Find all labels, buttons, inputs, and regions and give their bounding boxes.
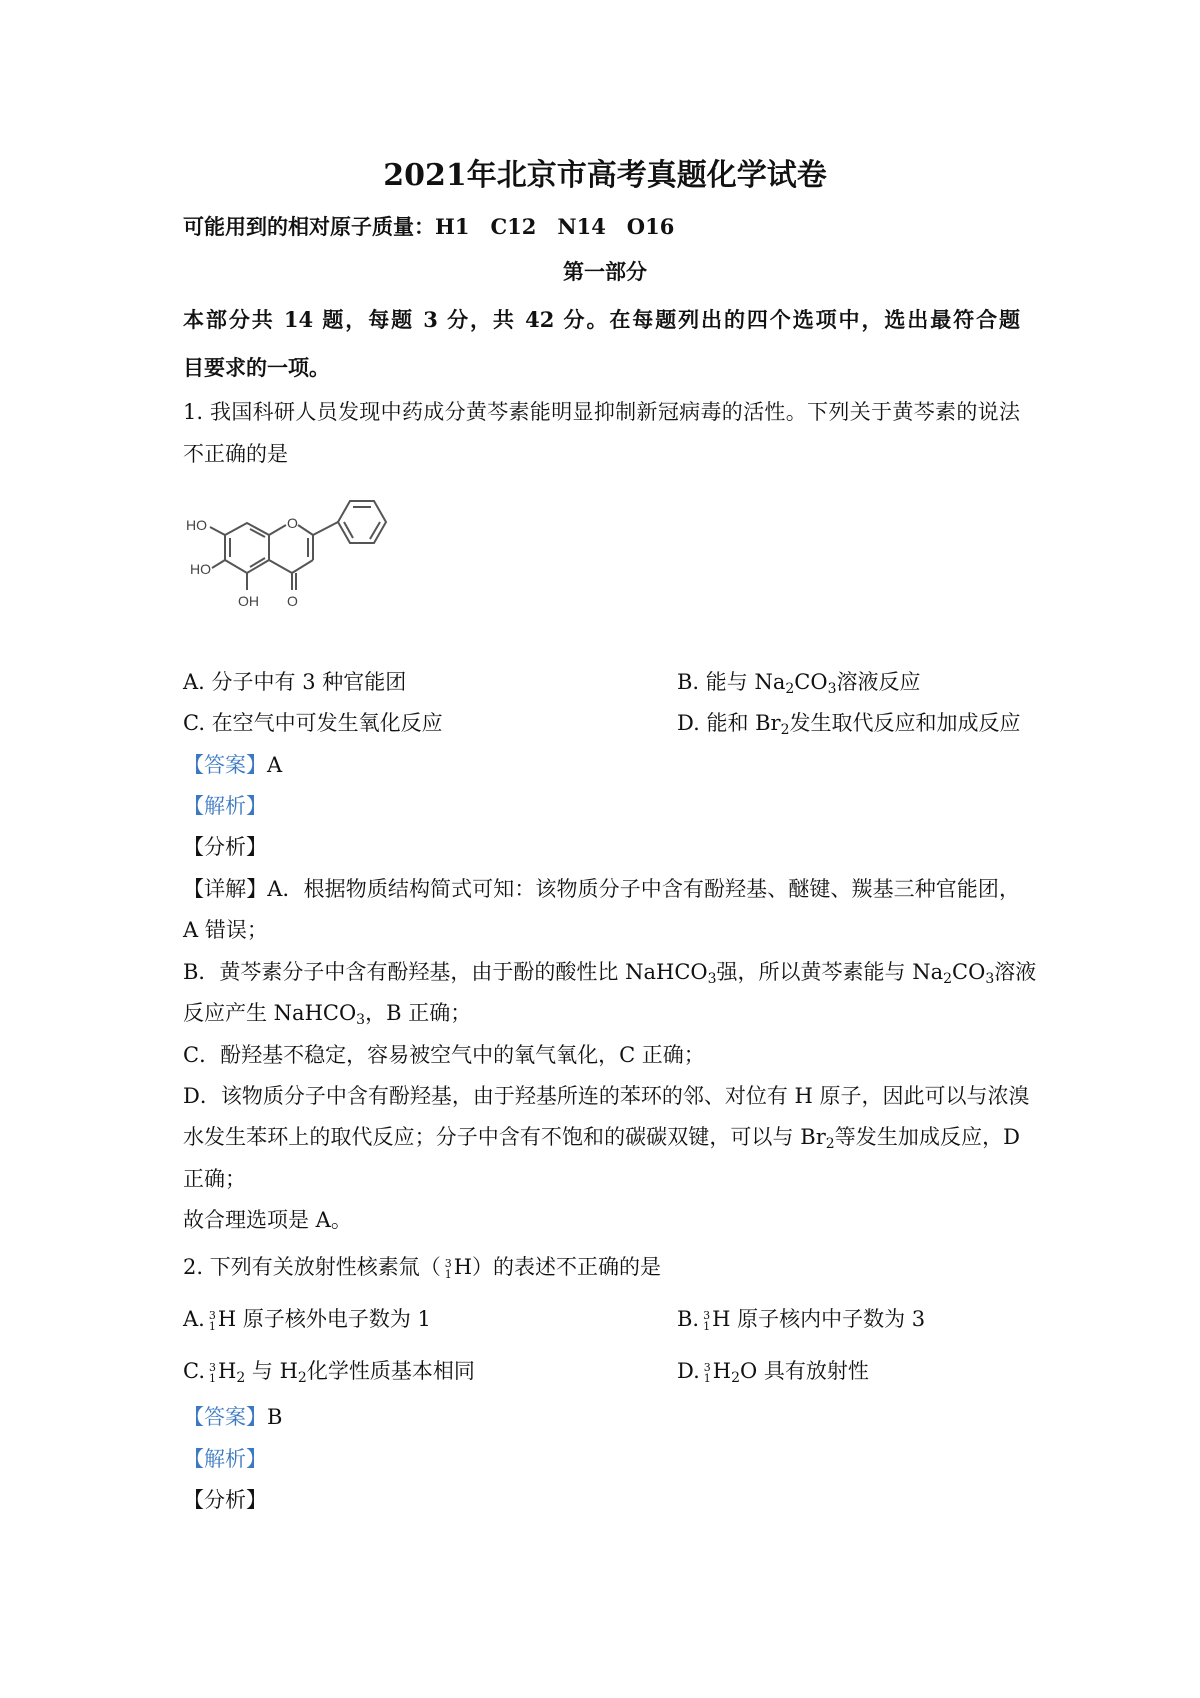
q2-option-d: D. 3 1 $H_2O$ 具有放射性 [677,1359,869,1386]
molecule-label-ring-o: O [287,515,298,531]
molecule-label-oh: OH [238,593,259,609]
q2-fenxi-label: 【分析】 [183,1488,267,1512]
part-heading: 第一部分 [563,259,647,284]
q1-fenxi-label: 【分析】 [183,835,267,859]
q1-detail-line-7: 水发生苯环上的取代反应；分子中含有不饱和的碳碳双键，可以与 $Br_2$等发生加成反应，D [183,1125,1020,1152]
answer-label: 【答案】 [183,753,267,777]
q1-detail-line-8: 正确； [183,1167,246,1191]
molecule-label-ho-2: HO [190,561,211,577]
molecule-label-carbonyl-o: O [287,593,298,609]
q1-option-c: C. 在空气中可发生氧化反应 [183,711,443,735]
q1-option-a: A. 分子中有 3 种官能团 [183,670,407,694]
q1-stem-line-2: 不正确的是 [183,442,288,466]
q1-detail-line-2: A 错误； [183,918,268,942]
q1-stem-line-1: 1. 我国科研人员发现中药成分黄芩素能明显抑制新冠病毒的活性。下列关于黄芩素的说法 [183,400,1020,424]
q1-option-d: D. 能和 $Br_2$发生取代反应和加成反应 [677,711,1021,738]
instructions-line-2: 目要求的一项。 [183,355,330,380]
q1-detail-line-6: D．该物质分子中含有酚羟基，由于羟基所连的苯环的邻、对位有 H 原子，因此可以与浓溴 [183,1084,1030,1108]
q1-detail-line-9: 故合理选项是 A。 [183,1208,352,1232]
instructions-line-1: 本部分共 14 题，每题 3 分，共 42 分。在每题列出的四个选项中，选出最符合题 [183,307,1020,332]
baicalein-structure [170,480,420,620]
q2-option-c: C. 3 1 $H_2$ 与 $H_2$化学性质基本相同 [183,1359,475,1386]
q2-analysis-label: 【解析】 [183,1447,267,1471]
q1-answer: 【答案】A [183,753,283,777]
q2-stem: 2. 下列有关放射性核素氚（ 3 1 H）的表述不正确的是 [183,1255,662,1281]
q2-option-a: A. 3 1 H 原子核外电子数为 1 [183,1307,431,1333]
q1-detail-line-3: B．黄芩素分子中含有酚羟基，由于酚的酸性比 NaHCO$_3$强，所以黄芩素能与 $Na_2CO_3$溶液 [183,960,1037,987]
q1-analysis-label: 【解析】 [183,794,267,818]
q2-answer: 【答案】B [183,1405,283,1429]
q1-detail-line-5: C．酚羟基不稳定，容易被空气中的氧气氧化，C 正确； [183,1043,705,1067]
q1-option-b: B. 能与 $Na_2CO_3$溶液反应 [677,670,921,697]
molecule-label-ho-1: HO [186,517,207,533]
answer-label: 【答案】 [183,1405,267,1429]
q1-detail-line-4: 反应产生 NaHCO$_3$，B 正确； [183,1001,472,1028]
q1-detail-line-1: 【详解】A．根据物质结构简式可知：该物质分子中含有酚羟基、醚键、羰基三种官能团， [183,877,1020,901]
page-title: 2021年北京市高考真题化学试卷 [383,158,827,193]
q2-option-b: B. 3 1 H 原子核内中子数为 3 [677,1307,926,1333]
atomic-mass-line: 可能用到的相对原子质量：H1 C12 N14 O16 [183,214,675,239]
